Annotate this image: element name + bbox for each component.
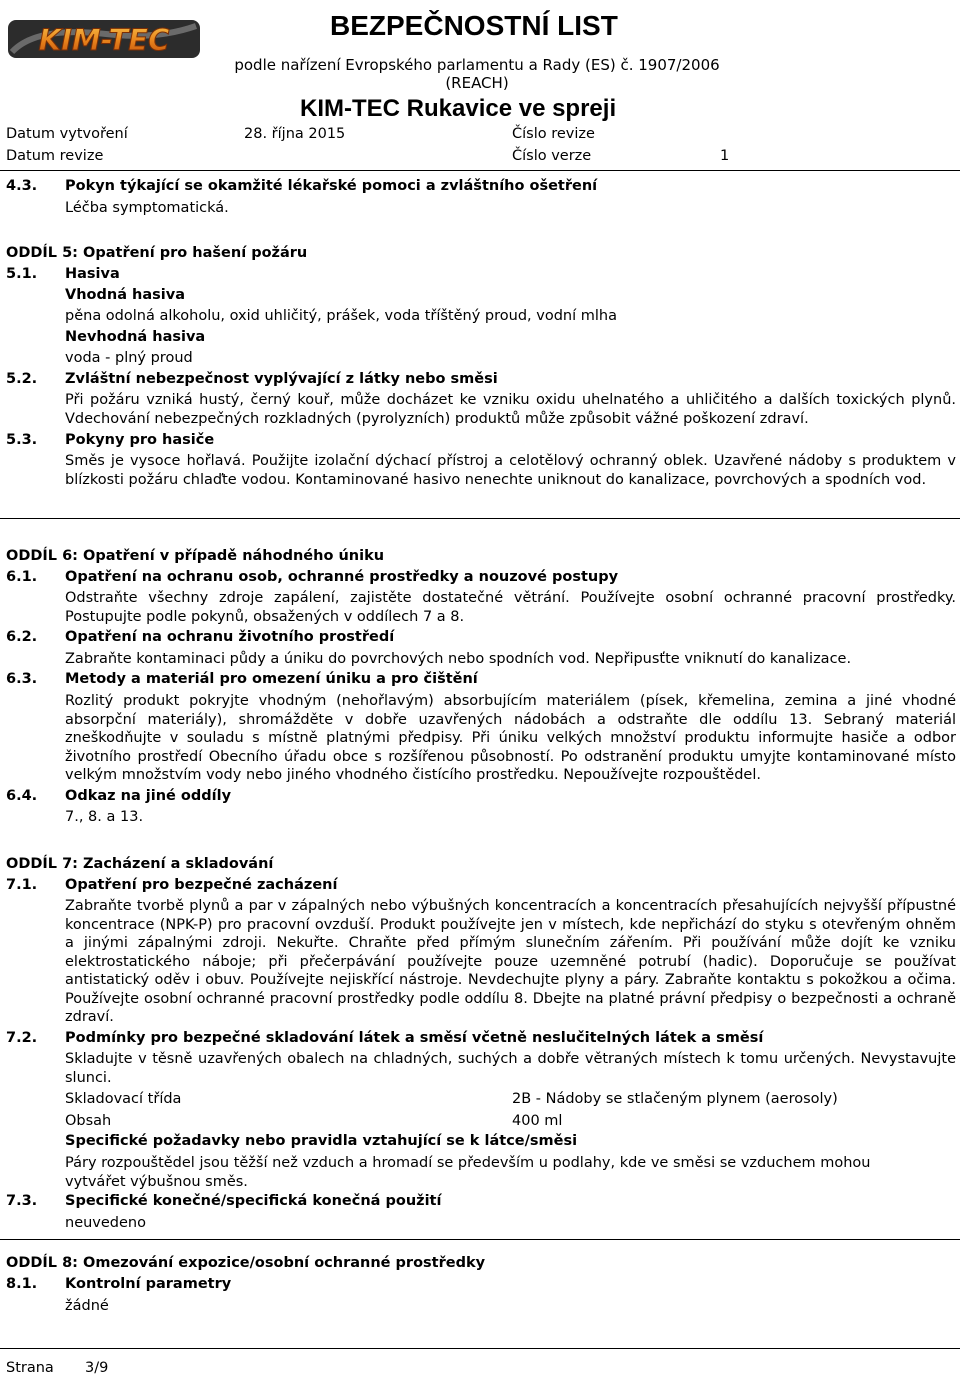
product-name: KIM-TEC Rukavice ve spreji [300, 95, 617, 122]
subsection-heading: Zvláštní nebezpečnost vyplývající z látky nebo směsi [65, 371, 498, 387]
svg-text:KIM-TEC: KIM-TEC [38, 23, 170, 57]
section-number: 6.1. [6, 569, 38, 585]
kimtec-logo-image [6, 18, 202, 60]
section-5-title: ODDÍL 5: Opatření pro hašení požáru [6, 245, 308, 261]
subsection-heading: Metody a materiál pro omezení úniku a pro čištění [65, 671, 478, 687]
sub-heading-unsuitable: Nevhodná hasiva [65, 329, 206, 345]
created-value: 28. října 2015 [244, 126, 346, 142]
section-6-title: ODDÍL 6: Opatření v případě náhodného úniku [6, 548, 385, 564]
section-number: 7.2. [6, 1030, 38, 1046]
subsection-heading: Hasiva [65, 266, 120, 282]
section-number: 7.1. [6, 877, 38, 893]
subsection-heading: Odkaz na jiné oddíly [65, 788, 232, 804]
sub-heading-specific: Specifické požadavky nebo pravidla vztahující se k látce/směsi [65, 1133, 578, 1149]
created-label: Datum vytvoření [6, 126, 128, 142]
version-label: Číslo verze [512, 148, 592, 164]
regulation-subtitle: podle nařízení Evropského parlamentu a Rady (ES) č. 1907/2006 (REACH) [234, 56, 720, 92]
section-divider [0, 518, 960, 519]
section-7-title: ODDÍL 7: Zacházení a skladování [6, 856, 274, 872]
control-parameters-text: žádné [65, 1298, 109, 1314]
hazard-text: Při požáru vzniká hustý, černý kouř, může docházet ke vzniku oxidu uhelnatého a uhličitého a dalších toxických plynů. Vdechování nebezpečných rozkladných (pyrolyzních) produktů může způsobit vážné poškození zdraví. [65, 392, 956, 427]
storage-class-value: 2B - Nádoby se stlačeným plynem (aerosoly) [512, 1091, 838, 1107]
revision-date-label: Datum revize [6, 148, 104, 164]
page-label: Strana [6, 1360, 54, 1376]
section-8-title: ODDÍL 8: Omezování expozice/osobní ochranné prostředky [6, 1255, 486, 1271]
section-number: 6.2. [6, 629, 38, 645]
subsection-heading: Opatření na ochranu osob, ochranné prostředky a nouzové postupy [65, 569, 619, 585]
document-title: BEZPEČNOSTNÍ LIST [330, 10, 618, 41]
storage-text: Skladujte v těsně uzavřených obalech na chladných, suchých a dobře větraných místech k tomu určených. Nevystavujte slunci. [65, 1051, 956, 1086]
unsuitable-agents-text: voda - plný proud [65, 350, 193, 366]
subsection-heading: Specifické konečné/specifická konečná použití [65, 1193, 442, 1209]
section-number: 6.3. [6, 671, 38, 687]
end-use-text: neuvedeno [65, 1215, 146, 1231]
environment-text: Zabraňte kontaminaci půdy a úniku do povrchových nebo spodních vod. Nepřipusťte vniknutí do kanalizace. [65, 651, 852, 667]
sub-heading-suitable: Vhodná hasiva [65, 287, 185, 303]
section-number: 5.3. [6, 432, 38, 448]
personal-precautions-text: Odstraňte všechny zdroje zapálení, zajistěte dostatečné větrání. Používejte osobní ochranné pracovní prostředky. Postupujte podle pokynů, obsažených v oddílech 7 a 8. [65, 590, 956, 625]
section-divider [0, 1239, 960, 1240]
section-number: 5.2. [6, 371, 38, 387]
revision-number-label: Číslo revize [512, 126, 595, 142]
subsection-heading: Pokyny pro hasiče [65, 432, 215, 448]
header-divider [0, 170, 960, 171]
suitable-agents-text: pěna odolná alkoholu, oxid uhličitý, prášek, voda tříštěný proud, vodní mlha [65, 308, 617, 324]
subsection-heading: Opatření na ochranu životního prostředí [65, 629, 395, 645]
page-number: 3/9 [85, 1360, 109, 1376]
section-number: 6.4. [6, 788, 38, 804]
cleanup-text: Rozlitý produkt pokryjte vhodným (nehořlavým) absorbujícím materiálem (písek, křemelina, zemina a jiné vhodné absorpční materiály), shromážděte v dobře uzavřených nádobách a odstraňte dle oddílu 13. Sebraný materiál zneškodňujte v souladu s místně platnými předpisy. Při úniku velkých množství produktu informujte hasiče a odbor životního prostředí Obecního úřadu obce s rozšířenou působností. Po odstranění produktu umyjte kontaminované místo velkým množstvím vody nebo jiného vhodného čistícího prostředku. Nepoužívejte rozpouštědel. [65, 693, 956, 783]
subsection-heading: Pokyn týkající se okamžité lékařské pomoci a zvláštního ošetření [65, 178, 598, 194]
specific-requirements-text: Páry rozpouštědel jsou těžší než vzduch a hromadí se především u podlahy, kde ve směsi se vzduchem mohou vytvářet výbušnou směs. [65, 1155, 871, 1190]
subsection-text: Léčba symptomatická. [65, 200, 229, 216]
reference-text: 7., 8. a 13. [65, 809, 144, 825]
subsection-heading: Opatření pro bezpečné zacházení [65, 877, 338, 893]
subsection-heading: Podmínky pro bezpečné skladování látek a směsí včetně neslučitelných látek a směsí [65, 1030, 764, 1046]
footer-divider [0, 1348, 960, 1349]
section-number: 5.1. [6, 266, 38, 282]
content-value: 400 ml [512, 1113, 563, 1129]
company-logo [6, 18, 202, 60]
storage-class-label: Skladovací třída [65, 1091, 182, 1107]
subsection-heading: Kontrolní parametry [65, 1276, 232, 1292]
section-number: 7.3. [6, 1193, 38, 1209]
safe-handling-text: Zabraňte tvorbě plynů a par v zápalných nebo výbušných koncentracích a koncentracích přesahujících nejvyšší přípustné koncentrace (NPK-P) pro pracovní ovzduší. Produkt používejte jen v místech, kde nepřichází do styku s otevřeným ohněm a jinými zápalnými zdroji. Nekuřte. Chraňte před přímým slunečním zářením. Při používání může dojít ke vzniku elektrostatického náboje; při přečerpávání používejte pouze uzemněné potrubí (hadic). Doporučuje se používat antistatický oděv i obuv. Používejte nejiskřící nástroje. Nevdechujte plyny a páry. Zabraňte kontaktu s pokožkou a očima. Používejte osobní ochranné pracovní prostředky podle oddílu 8. Dbejte na platné právní předpisy o bezpečnosti a ochraně zdraví. [65, 898, 956, 1025]
content-label: Obsah [65, 1113, 112, 1129]
firefighter-text: Směs je vysoce hořlavá. Použijte izolační dýchací přístroj a celotělový ochranný oblek. Uzavřené nádoby s produktem v blízkosti požáru chlaďte vodou. Kontaminované hasivo nenechte uniknout do kanalizace, povrchových a spodních vod. [65, 453, 956, 488]
section-number: 4.3. [6, 178, 38, 194]
version-value: 1 [720, 148, 730, 164]
section-number: 8.1. [6, 1276, 38, 1292]
